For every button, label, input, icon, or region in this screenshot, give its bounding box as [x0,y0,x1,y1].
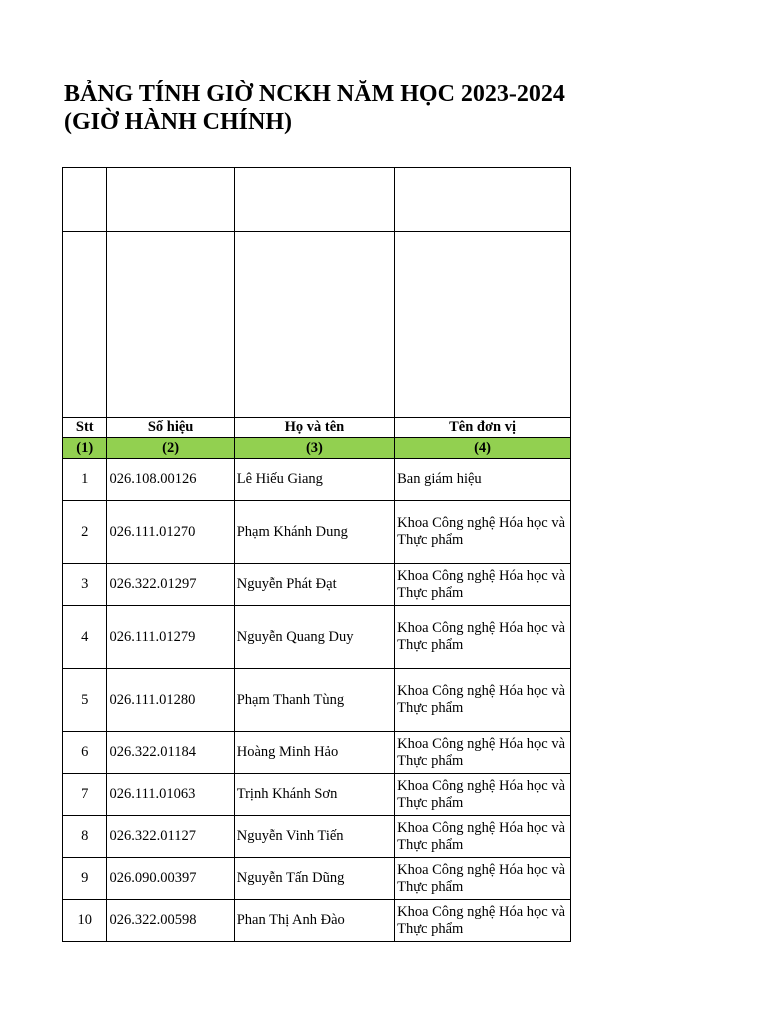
cell-ho-ten: Nguyễn Quang Duy [234,606,394,669]
cell-so-hieu: 026.322.01127 [107,816,234,858]
header-don-vi: Tên đơn vị [395,418,571,438]
table-row [63,858,571,900]
cell-so-hieu: 026.111.01279 [107,606,234,669]
index-2: (2) [107,438,234,459]
cell-ho-ten: Nguyễn Tấn Dũng [234,858,394,900]
cell-ho-ten: Lê Hiếu Giang [234,459,394,501]
blank-row [63,168,571,232]
table-row [63,900,571,942]
cell-stt: 2 [63,501,107,564]
header-row [63,418,571,438]
table-row [63,606,571,669]
cell-so-hieu: 026.090.00397 [107,858,234,900]
cell-so-hieu: 026.111.01270 [107,501,234,564]
cell-don-vi: Khoa Công nghệ Hóa học và Thực phẩm [395,732,571,774]
table-row [63,501,571,564]
blank-cell [395,232,571,418]
cell-stt: 4 [63,606,107,669]
cell-stt: 7 [63,774,107,816]
index-4: (4) [395,438,571,459]
cell-so-hieu: 026.111.01063 [107,774,234,816]
blank-cell [63,232,107,418]
cell-ho-ten: Nguyễn Phát Đạt [234,564,394,606]
cell-stt: 5 [63,669,107,732]
cell-so-hieu: 026.322.01297 [107,564,234,606]
cell-ho-ten: Phạm Khánh Dung [234,501,394,564]
blank-cell [234,232,394,418]
header-ho-ten: Họ và tên [234,418,394,438]
cell-don-vi: Khoa Công nghệ Hóa học và Thực phẩm [395,606,571,669]
cell-so-hieu: 026.111.01280 [107,669,234,732]
cell-don-vi: Khoa Công nghệ Hóa học và Thực phẩm [395,669,571,732]
blank-cell [395,168,571,232]
table-row [63,732,571,774]
table-row [63,816,571,858]
title-line-2: (GIỜ HÀNH CHÍNH) [64,109,292,135]
cell-ho-ten: Trịnh Khánh Sơn [234,774,394,816]
cell-don-vi: Khoa Công nghệ Hóa học và Thực phẩm [395,564,571,606]
cell-don-vi: Ban giám hiệu [395,459,571,501]
blank-cell [234,168,394,232]
staff-table [62,167,571,942]
table-row [63,774,571,816]
table-row [63,459,571,501]
blank-row [63,232,571,418]
table-row [63,564,571,606]
cell-so-hieu: 026.322.00598 [107,900,234,942]
table-row [63,669,571,732]
blank-cell [63,168,107,232]
cell-stt: 1 [63,459,107,501]
index-3: (3) [234,438,394,459]
cell-ho-ten: Phan Thị Anh Đào [234,900,394,942]
index-1: (1) [63,438,107,459]
cell-stt: 8 [63,816,107,858]
cell-stt: 10 [63,900,107,942]
cell-ho-ten: Hoàng Minh Hảo [234,732,394,774]
document-title [64,80,572,136]
title-line-1: BẢNG TÍNH GIỜ NCKH NĂM HỌC 2023-2024 [64,81,565,107]
cell-don-vi: Khoa Công nghệ Hóa học và Thực phẩm [395,816,571,858]
cell-don-vi: Khoa Công nghệ Hóa học và Thực phẩm [395,900,571,942]
cell-ho-ten: Phạm Thanh Tùng [234,669,394,732]
cell-don-vi: Khoa Công nghệ Hóa học và Thực phẩm [395,501,571,564]
cell-stt: 3 [63,564,107,606]
header-so-hieu: Số hiệu [107,418,234,438]
cell-so-hieu: 026.322.01184 [107,732,234,774]
cell-so-hieu: 026.108.00126 [107,459,234,501]
column-index-row [63,438,571,459]
cell-stt: 9 [63,858,107,900]
cell-don-vi: Khoa Công nghệ Hóa học và Thực phẩm [395,858,571,900]
cell-don-vi: Khoa Công nghệ Hóa học và Thực phẩm [395,774,571,816]
header-stt: Stt [63,418,107,438]
blank-cell [107,232,234,418]
cell-stt: 6 [63,732,107,774]
cell-ho-ten: Nguyễn Vinh Tiến [234,816,394,858]
blank-cell [107,168,234,232]
